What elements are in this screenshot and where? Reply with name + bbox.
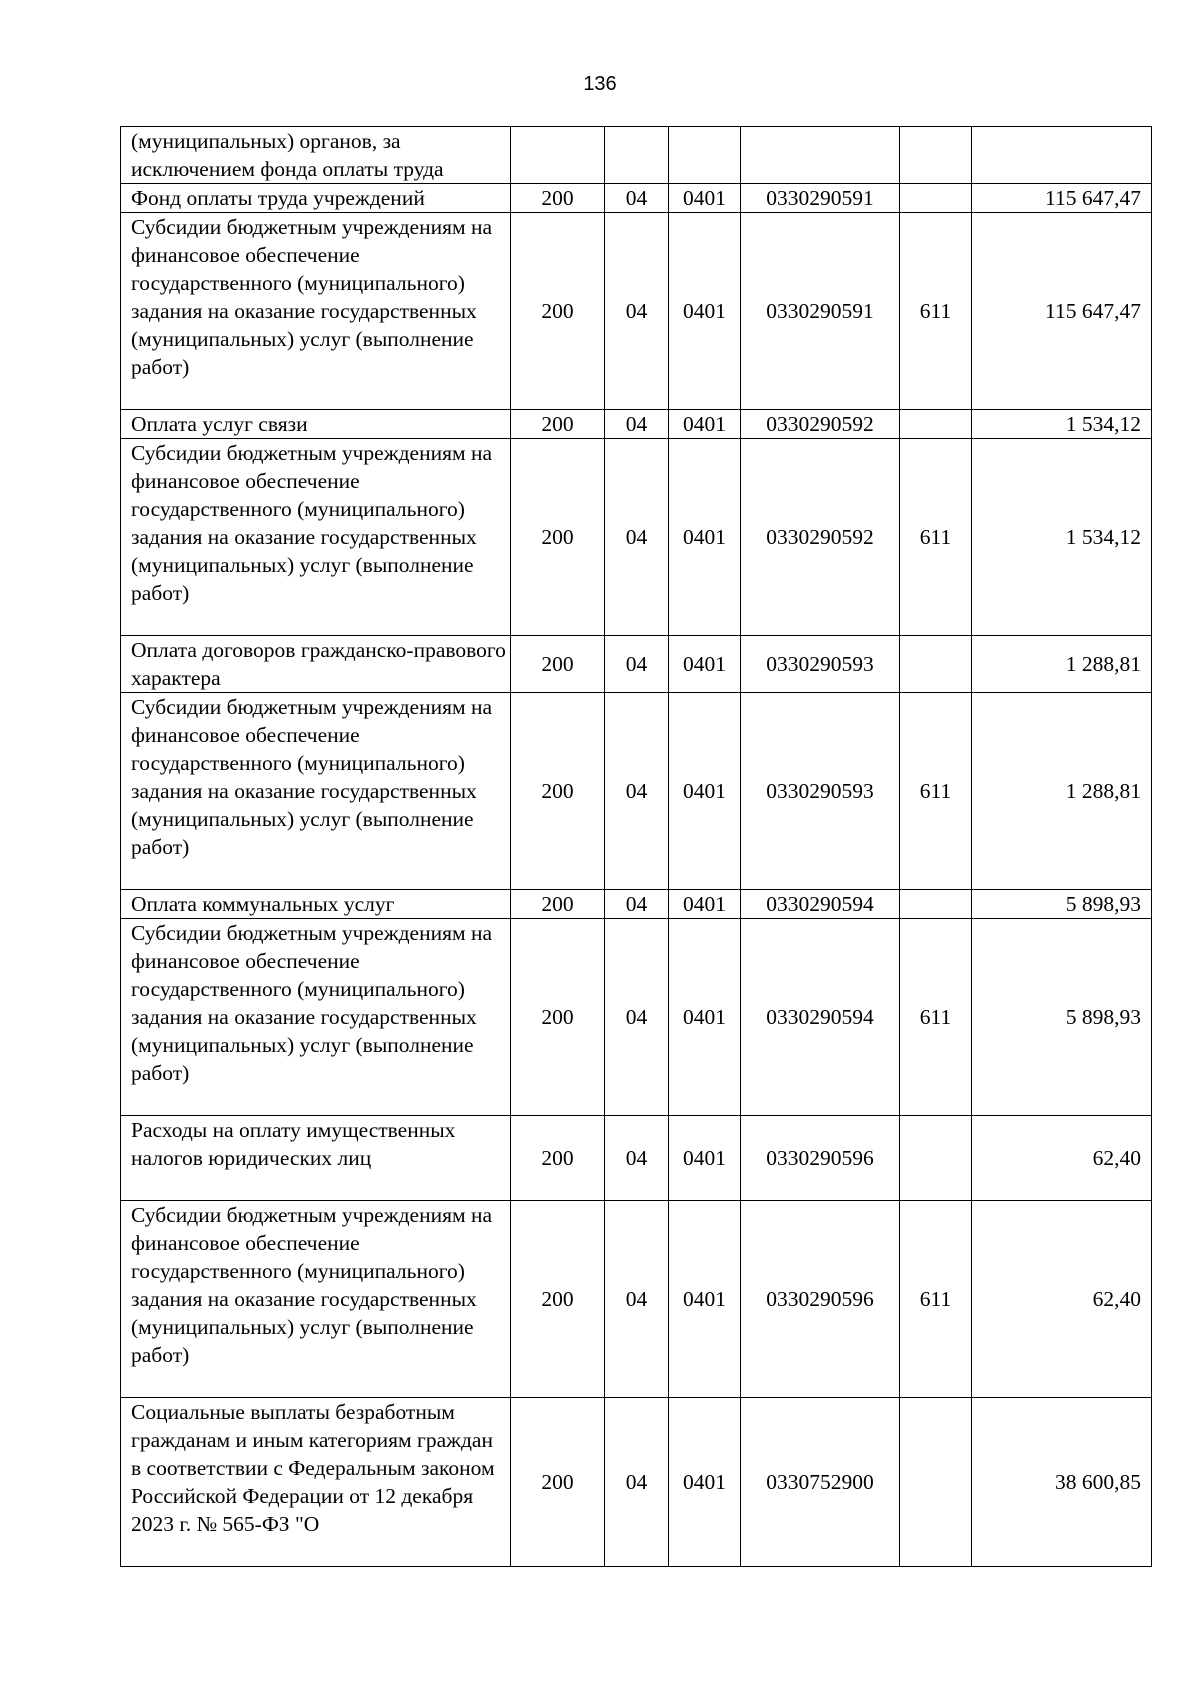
cell-amount: 115 647,47 <box>972 213 1152 410</box>
cell-name: Субсидии бюджетным учреждениям на финансовое обеспечение государственного (муниципального) задания на оказание государственных (муниципальных) услуг (выполнение работ) <box>121 439 511 636</box>
table-row <box>121 127 1152 184</box>
table-row <box>121 693 1152 890</box>
cell-grbs: 200 <box>511 439 605 636</box>
cell-amount: 62,40 <box>972 1116 1152 1201</box>
cell-amount: 5 898,93 <box>972 919 1152 1116</box>
table-row <box>121 1116 1152 1201</box>
cell-section: 04 <box>605 213 669 410</box>
cell-expense-type <box>900 1398 972 1567</box>
cell-grbs: 200 <box>511 184 605 213</box>
cell-expense-type <box>900 1116 972 1201</box>
table-row <box>121 890 1152 919</box>
cell-section: 04 <box>605 1116 669 1201</box>
cell-section: 04 <box>605 636 669 693</box>
cell-subsection: 0401 <box>669 1398 741 1567</box>
table-row <box>121 636 1152 693</box>
cell-expense-type: 611 <box>900 439 972 636</box>
cell-expense-type <box>900 184 972 213</box>
cell-grbs: 200 <box>511 1398 605 1567</box>
cell-name: Фонд оплаты труда учреждений <box>121 184 511 213</box>
cell-expense-type <box>900 636 972 693</box>
cell-subsection: 0401 <box>669 410 741 439</box>
cell-section: 04 <box>605 1398 669 1567</box>
cell-expense-type <box>900 410 972 439</box>
cell-expense-type: 611 <box>900 693 972 890</box>
table-row <box>121 919 1152 1116</box>
cell-grbs <box>511 127 605 184</box>
cell-name: Субсидии бюджетным учреждениям на финансовое обеспечение государственного (муниципального) задания на оказание государственных (муниципальных) услуг (выполнение работ) <box>121 1201 511 1398</box>
cell-subsection <box>669 127 741 184</box>
cell-name: Оплата договоров гражданско-правового характера <box>121 636 511 693</box>
cell-amount: 5 898,93 <box>972 890 1152 919</box>
table-row <box>121 1398 1152 1567</box>
cell-expense-type <box>900 127 972 184</box>
cell-target-article: 0330290593 <box>741 636 900 693</box>
cell-target-article: 0330290594 <box>741 890 900 919</box>
cell-name: (муниципальных) органов, за исключением фонда оплаты труда <box>121 127 511 184</box>
cell-section: 04 <box>605 1201 669 1398</box>
cell-target-article: 0330290594 <box>741 919 900 1116</box>
cell-subsection: 0401 <box>669 213 741 410</box>
cell-name: Социальные выплаты безработным гражданам и иным категориям граждан в соответствии с Федеральным законом Российской Федерации от 12 декабря 2023 г. № 565-ФЗ "О <box>121 1398 511 1567</box>
cell-amount: 115 647,47 <box>972 184 1152 213</box>
table-row <box>121 213 1152 410</box>
cell-subsection: 0401 <box>669 890 741 919</box>
cell-amount: 1 288,81 <box>972 636 1152 693</box>
cell-amount: 38 600,85 <box>972 1398 1152 1567</box>
cell-name: Оплата услуг связи <box>121 410 511 439</box>
cell-amount: 62,40 <box>972 1201 1152 1398</box>
cell-subsection: 0401 <box>669 184 741 213</box>
cell-section: 04 <box>605 439 669 636</box>
page-number: 136 <box>583 73 617 95</box>
cell-section: 04 <box>605 693 669 890</box>
cell-subsection: 0401 <box>669 693 741 890</box>
cell-grbs: 200 <box>511 693 605 890</box>
cell-expense-type: 611 <box>900 213 972 410</box>
cell-section: 04 <box>605 184 669 213</box>
cell-target-article <box>741 127 900 184</box>
budget-expenditure-table <box>120 126 1152 1567</box>
cell-grbs: 200 <box>511 1201 605 1398</box>
cell-name: Расходы на оплату имущественных налогов юридических лиц <box>121 1116 511 1201</box>
cell-target-article: 0330290596 <box>741 1116 900 1201</box>
cell-section <box>605 127 669 184</box>
cell-subsection: 0401 <box>669 919 741 1116</box>
cell-target-article: 0330290591 <box>741 184 900 213</box>
cell-name: Субсидии бюджетным учреждениям на финансовое обеспечение государственного (муниципального) задания на оказание государственных (муниципальных) услуг (выполнение работ) <box>121 213 511 410</box>
table-row <box>121 184 1152 213</box>
cell-amount <box>972 127 1152 184</box>
cell-grbs: 200 <box>511 919 605 1116</box>
cell-target-article: 0330290596 <box>741 1201 900 1398</box>
cell-target-article: 0330290591 <box>741 213 900 410</box>
cell-grbs: 200 <box>511 636 605 693</box>
cell-name: Оплата коммунальных услуг <box>121 890 511 919</box>
cell-subsection: 0401 <box>669 1116 741 1201</box>
cell-subsection: 0401 <box>669 1201 741 1398</box>
cell-target-article: 0330290592 <box>741 410 900 439</box>
cell-subsection: 0401 <box>669 439 741 636</box>
table-row <box>121 439 1152 636</box>
cell-amount: 1 534,12 <box>972 439 1152 636</box>
table-row <box>121 1201 1152 1398</box>
cell-grbs: 200 <box>511 410 605 439</box>
cell-amount: 1 288,81 <box>972 693 1152 890</box>
cell-grbs: 200 <box>511 213 605 410</box>
cell-grbs: 200 <box>511 1116 605 1201</box>
cell-expense-type <box>900 890 972 919</box>
cell-expense-type: 611 <box>900 919 972 1116</box>
cell-target-article: 0330290592 <box>741 439 900 636</box>
cell-expense-type: 611 <box>900 1201 972 1398</box>
table-row <box>121 410 1152 439</box>
cell-target-article: 0330290593 <box>741 693 900 890</box>
cell-name: Субсидии бюджетным учреждениям на финансовое обеспечение государственного (муниципального) задания на оказание государственных (муниципальных) услуг (выполнение работ) <box>121 919 511 1116</box>
cell-subsection: 0401 <box>669 636 741 693</box>
table-body <box>121 127 1152 1567</box>
cell-name: Субсидии бюджетным учреждениям на финансовое обеспечение государственного (муниципального) задания на оказание государственных (муниципальных) услуг (выполнение работ) <box>121 693 511 890</box>
cell-grbs: 200 <box>511 890 605 919</box>
cell-section: 04 <box>605 890 669 919</box>
cell-section: 04 <box>605 919 669 1116</box>
cell-section: 04 <box>605 410 669 439</box>
cell-target-article: 0330752900 <box>741 1398 900 1567</box>
cell-amount: 1 534,12 <box>972 410 1152 439</box>
